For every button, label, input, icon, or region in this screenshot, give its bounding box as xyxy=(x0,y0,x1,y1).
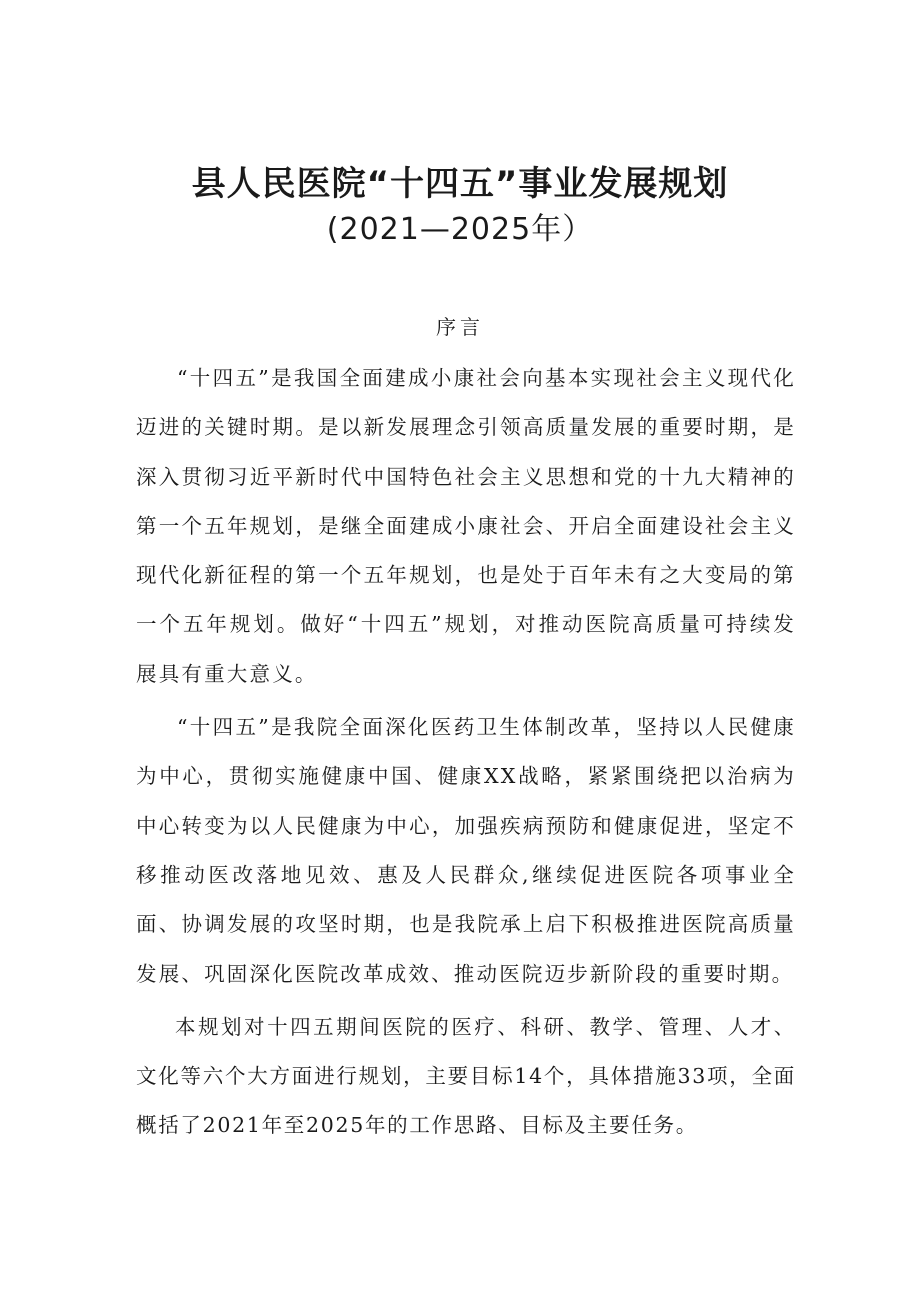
document-title: 县人民医院“十四五”事业发展规划 xyxy=(191,164,729,204)
paragraph-1: “十四五”是我国全面建成小康社会向基本实现社会主义现代化迈进的关键时期。是以新发展理念引领高质量发展的重要时期，是深入贯彻习近平新时代中国特色社会主义思想和党的十九大精神的第一个五年规划，是继全面建成小康社会、开启全面建设社会主义现代化新征程的第一个五年规划，也是处于百年未有之大变局的第一个五年规划。做好“十四五”规划，对推动医院高质量可持续发展具有重大意义。 xyxy=(136,366,796,686)
document-subtitle: (2021—2025年） xyxy=(326,212,594,247)
section-heading-preface: 序言 xyxy=(436,315,484,339)
document-body xyxy=(136,354,796,1155)
paragraph-2: “十四五”是我院全面深化医药卫生体制改革，坚持以人民健康为中心，贯彻实施健康中国、健康XX战略，紧紧围绕把以治病为中心转变为以人民健康为中心，加强疾病预防和健康促进，坚定不移推动医改落地见效、惠及人民群众,继续促进医院各项事业全面、协调发展的攻坚时期，也是我院承上启下积极推进医院高质量发展、巩固深化医院改革成效、推动医院迈步新阶段的重要时期。 xyxy=(136,715,796,986)
paragraph-3: 本规划对十四五期间医院的医疗、科研、教学、管理、人才、文化等六个大方面进行规划，主要目标14个，具体措施33项，全面概括了2021年至2025年的工作思路、目标及主要任务。 xyxy=(136,1014,796,1138)
